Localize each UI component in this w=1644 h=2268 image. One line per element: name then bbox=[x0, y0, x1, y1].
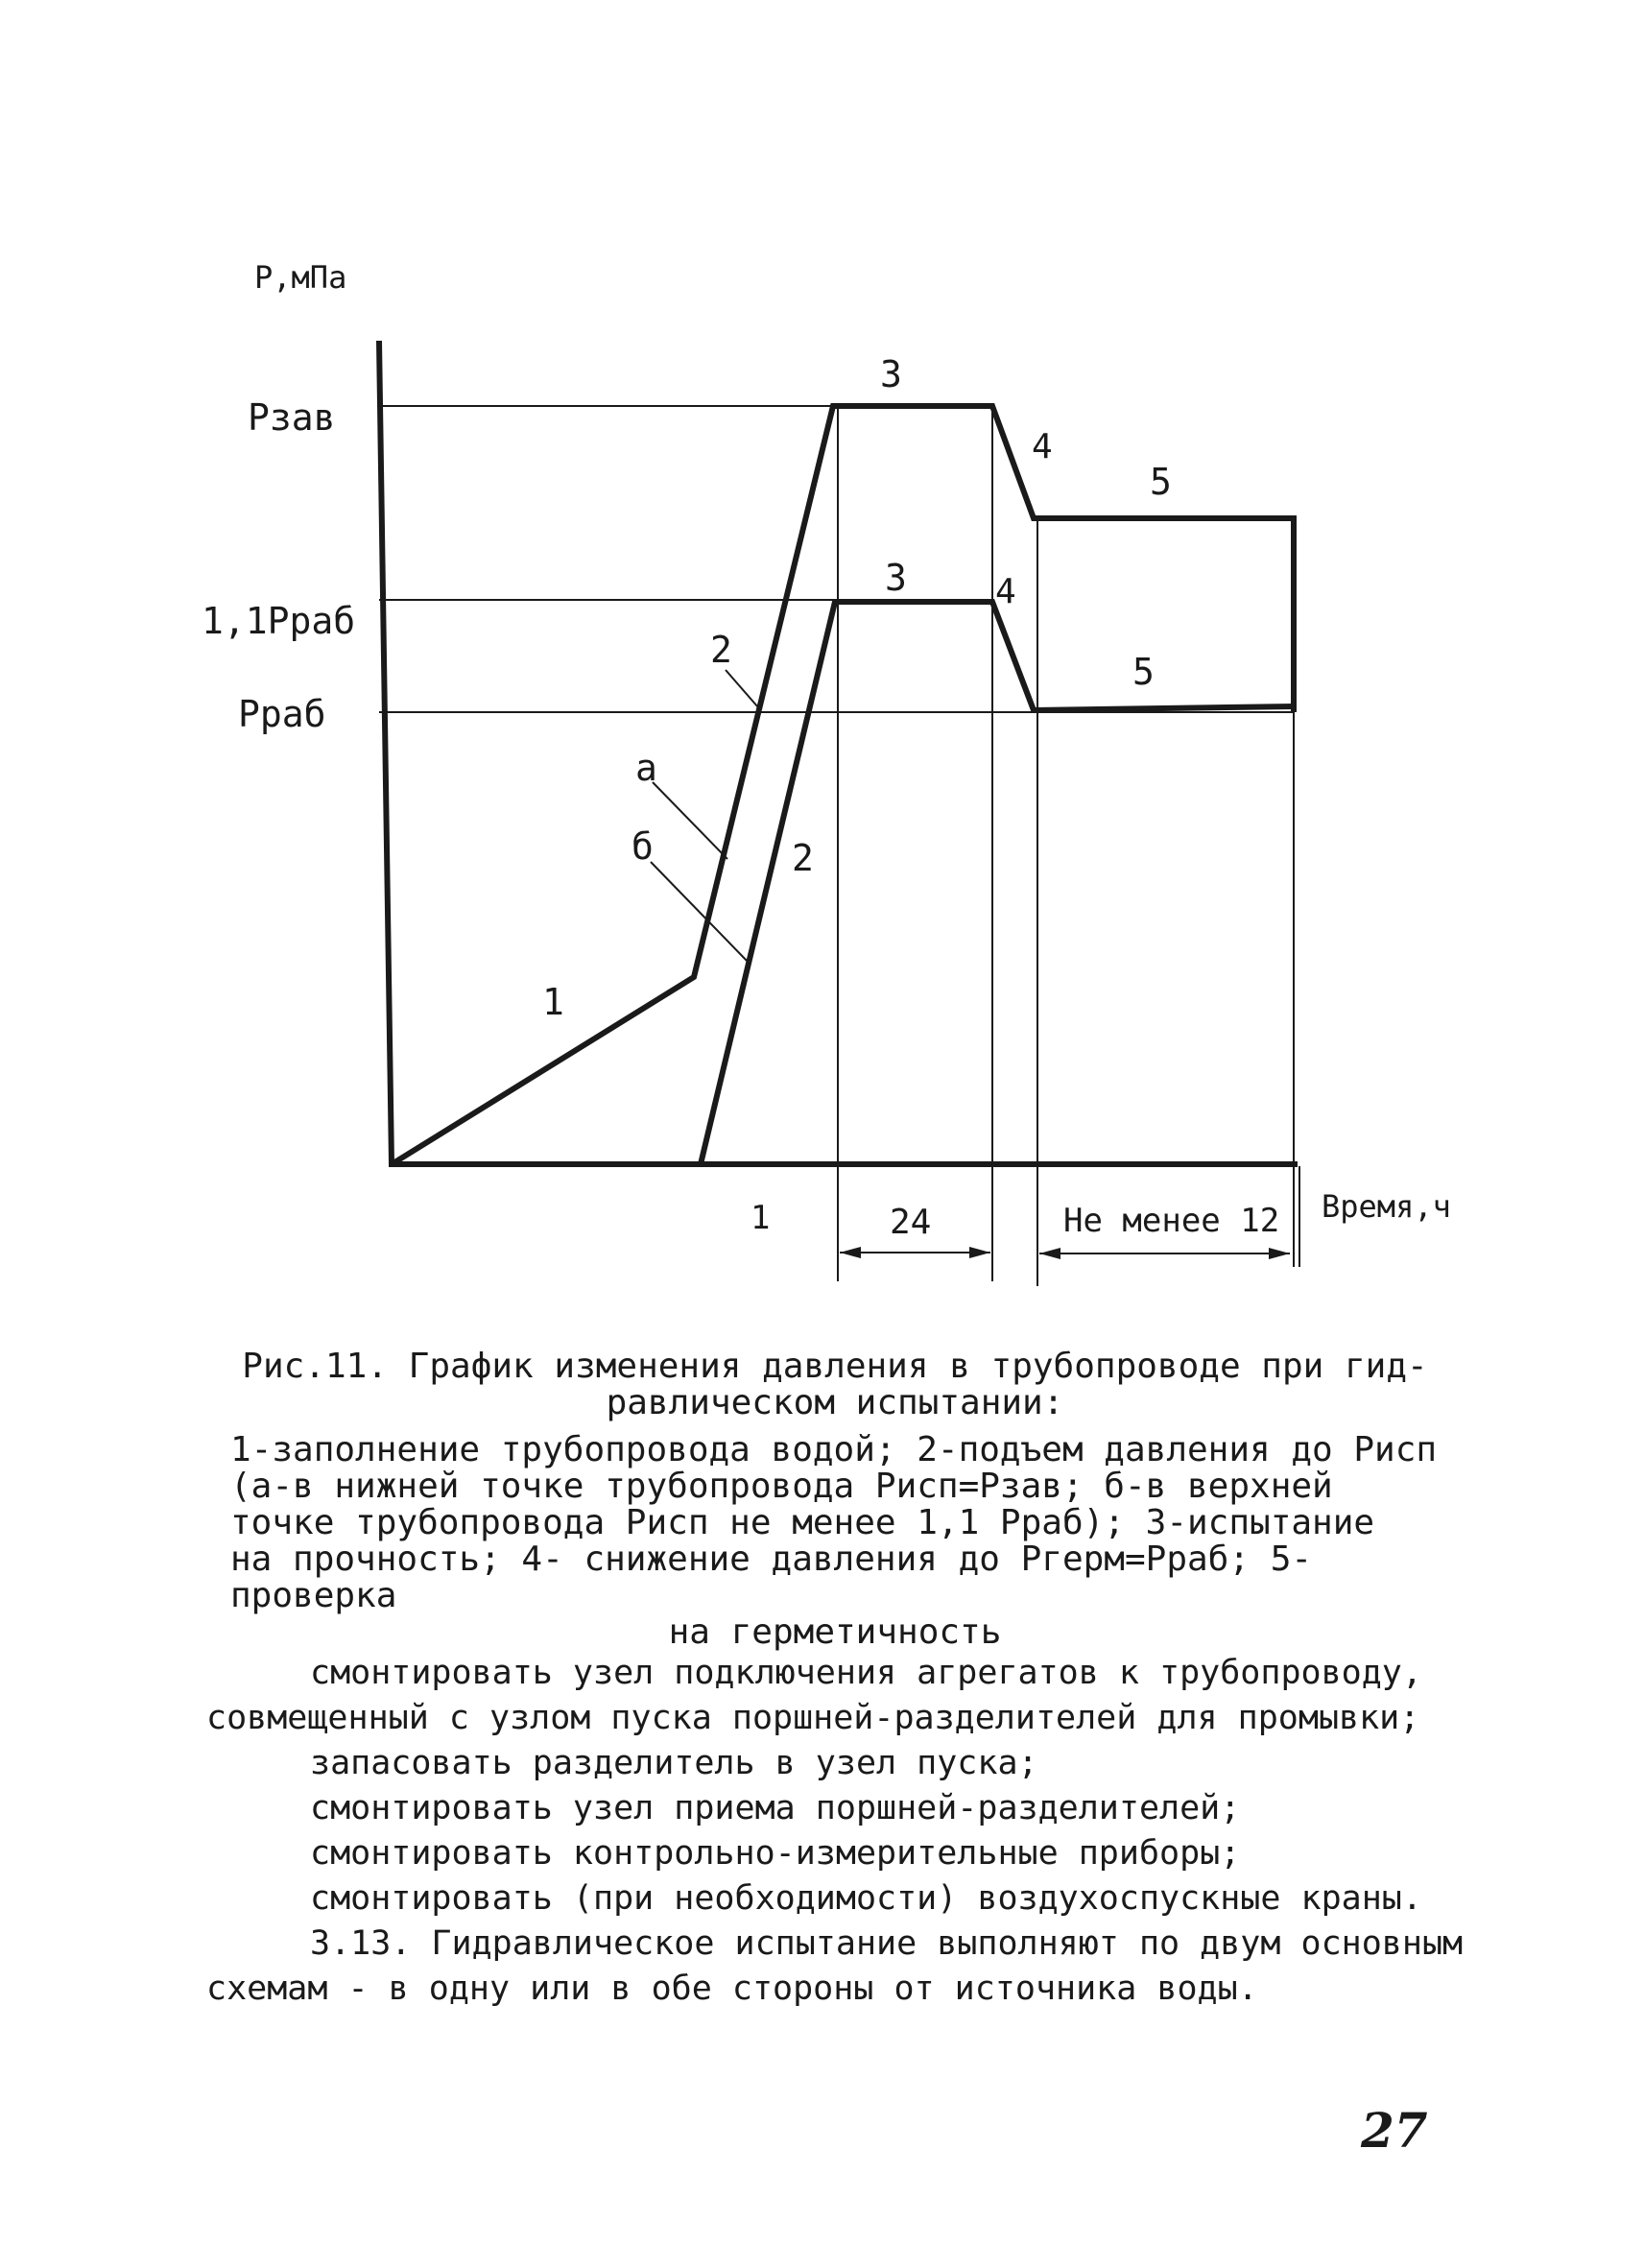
figure-caption-title bbox=[230, 1349, 1440, 1421]
arrow-12-right bbox=[1269, 1248, 1290, 1259]
stage-label-4a: 4 bbox=[1032, 427, 1053, 466]
interval-label-12: Не менее 12 bbox=[1063, 1202, 1280, 1240]
stage-label-2b: 2 bbox=[792, 837, 814, 879]
arrow-12-left bbox=[1039, 1248, 1060, 1259]
caption-legend-line: (а-в нижней точке трубопровода Рисп=Рзав; б-в верхней bbox=[230, 1467, 1333, 1506]
arrow-24-right bbox=[969, 1247, 990, 1258]
level-label-p-rab: Рраб bbox=[238, 693, 326, 735]
stage-label-2a: 2 bbox=[710, 629, 732, 671]
curve-a bbox=[392, 406, 1294, 1164]
arrow-24-left bbox=[840, 1247, 861, 1258]
x-axis-label: Время,ч bbox=[1322, 1188, 1451, 1225]
caption-legend-line: на герметичность bbox=[668, 1612, 1002, 1652]
body-line: запасовать разделитель в узел пуска; bbox=[310, 1744, 1038, 1782]
y-axis bbox=[379, 341, 392, 1164]
stage-label-5b: 5 bbox=[1132, 651, 1155, 693]
curve-label-a: а bbox=[635, 747, 657, 789]
level-label-p-11: 1,1Рраб bbox=[202, 600, 356, 642]
body-line: 3.13. Гидравлическое испытание выполняют по двум основным bbox=[310, 1924, 1464, 1963]
leader-a bbox=[653, 782, 727, 859]
caption-legend-line: 1-заполнение трубопровода водой; 2-подъем давления до Рисп bbox=[230, 1430, 1438, 1469]
stage-label-3b: 3 bbox=[885, 557, 907, 599]
body-line: смонтировать узел подключения агрегатов к трубопроводу, bbox=[310, 1654, 1422, 1692]
body-text bbox=[206, 1651, 1464, 2012]
y-axis-label: Р,мПа bbox=[254, 259, 347, 296]
interval-label-24: 24 bbox=[890, 1203, 932, 1242]
curve-label-b: б bbox=[631, 825, 654, 868]
curve-b bbox=[701, 602, 1294, 1164]
page-number: 27 bbox=[1361, 2102, 1428, 2159]
stage-label-3a: 3 bbox=[880, 353, 902, 395]
body-line: смонтировать узел приема поршней-разделителей; bbox=[310, 1789, 1241, 1827]
level-label-p-zav: Рзав bbox=[248, 396, 336, 439]
stage-label-1: 1 bbox=[542, 981, 564, 1023]
body-line: схемам - в одну или в обе стороны от источника воды. bbox=[206, 1970, 1258, 2008]
interval-label-fill: 1 bbox=[751, 1199, 771, 1237]
stage-label-5a: 5 bbox=[1150, 461, 1172, 503]
caption-title-line: Рис.11. График изменения давления в трубопроводе при гид- bbox=[242, 1347, 1428, 1386]
caption-legend-line: на прочность; 4- снижение давления до Ргерм=Рраб; 5-проверка bbox=[230, 1540, 1313, 1615]
stage-label-4b: 4 bbox=[995, 572, 1016, 611]
body-line: смонтировать (при необходимости) воздухоспускные краны. bbox=[310, 1879, 1422, 1918]
caption-title-line: равлическом испытании: bbox=[606, 1383, 1064, 1422]
leader-2 bbox=[726, 670, 758, 707]
caption-legend-line: точке трубопровода Рисп не менее 1,1 Рраб); 3-испытание bbox=[230, 1503, 1375, 1542]
body-line: совмещенный с узлом пуска поршней-разделителей для промывки; bbox=[206, 1699, 1420, 1737]
figure-caption-legend bbox=[230, 1432, 1440, 1651]
body-line: смонтировать контрольно-измерительные приборы; bbox=[310, 1834, 1241, 1873]
